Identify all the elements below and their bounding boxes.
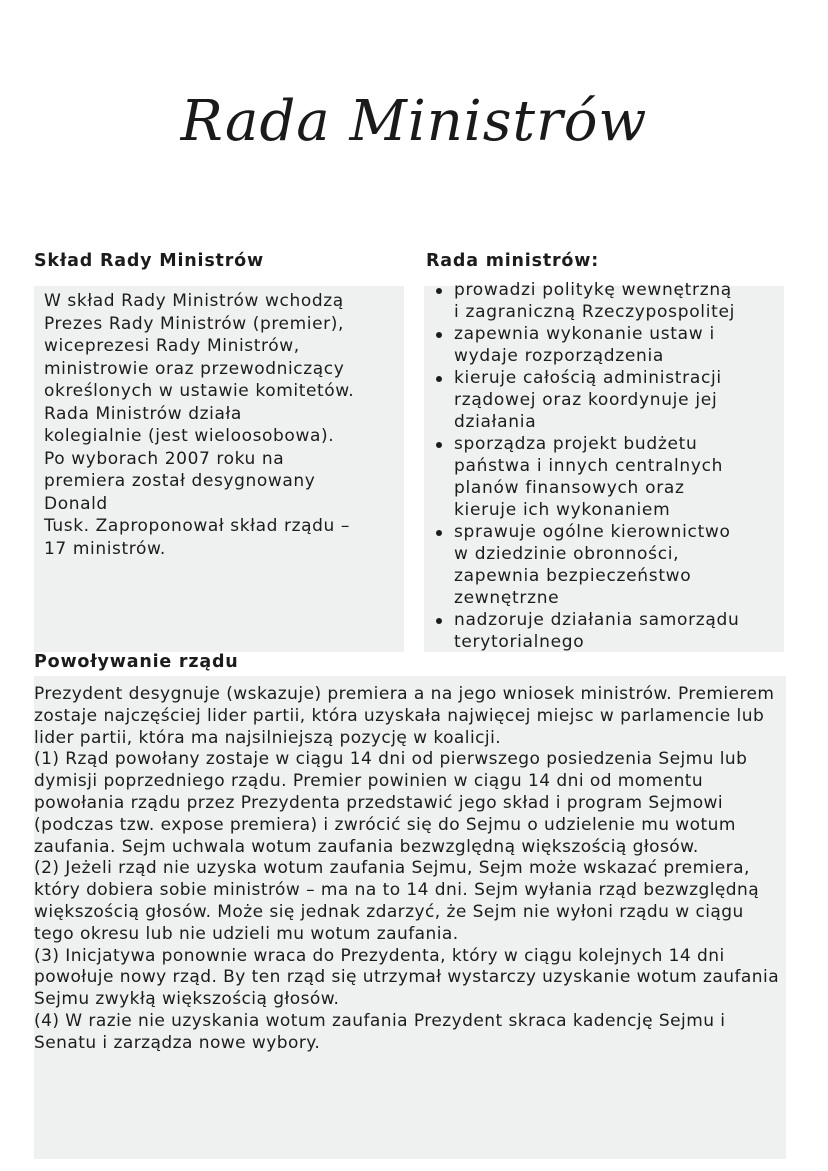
paragraph-step-2: (2) Jeżeli rząd nie uzyska wotum zaufania Sejmu, Sejm może wskazać premiera, który dobiera sobie ministrów – ma na to 14 dni. Sejm wyłania rząd bezwzględną większością głosów. Może się jednak zdarzyć, że Sejm nie wyłoni rządu w ciągu tego okresu lub nie udzieli mu wotum zaufania.: [34, 858, 760, 944]
title-text: Rada Ministrów: [180, 89, 648, 154]
list-item-text: kieruje całością administracji rządowej oraz koordynuje jej działania: [454, 368, 722, 432]
powolywanie-heading: Powoływanie rządu: [34, 652, 239, 672]
list-item: [430, 609, 790, 653]
bullet-icon: [436, 332, 442, 338]
list-item: [430, 367, 790, 433]
list-item-text: sprawuje ogólne kierownictwo w dziedzinie obronności, zapewnia bezpieczeństwo zewnętrzne: [454, 522, 731, 608]
list-item: [430, 279, 790, 323]
paragraph-step-4: (4) W razie nie uzyskania wotum zaufania Prezydent skraca kadencję Sejmu i Senatu i zarządza nowe wybory.: [34, 1010, 726, 1053]
list-item-text: sporządza projekt budżetu państwa i innych centralnych planów finansowych oraz kieruje ich wykonaniem: [454, 434, 724, 520]
bullet-icon: [436, 376, 442, 382]
page-title: [0, 70, 828, 170]
paragraph-intro: Prezydent desygnuje (wskazuje) premiera a na jego wniosek ministrów. Premierem zostaje najczęściej lider partii, która uzyskała najwięcej miejsc w parlamencie lub lider partii, która ma najsilniejszą pozycję w koalicji.: [34, 684, 775, 748]
list-item: [430, 323, 790, 367]
list-item: [430, 433, 790, 521]
paragraph-step-3: (3) Inicjatywa ponownie wraca do Prezydenta, który w ciągu kolejnych 14 dni powołuje nowy rząd. By ten rząd się utrzymał wystarczy uzyskanie wotum zaufania Sejmu zwykłą większością głosów.: [34, 945, 780, 1010]
rada-heading: Rada ministrów:: [426, 251, 600, 271]
paragraph-step-1: (1) Rząd powołany zostaje w ciągu 14 dni od pierwszego posiedzenia Sejmu lub dymisji poprzedniego rządu. Premier powinien w ciągu 14 dni od momentu powołania rządu przez Prezydenta przedstawić jego skład i program Sejmowi (podczas tzw. expose premiera) i zwrócić się do Sejmu o udzielenie mu wotum zaufania. Sejm uchwala wotum zaufania bezwzględną większością głosów.: [34, 749, 748, 857]
rada-bullet-list: [430, 279, 790, 653]
sklad-heading: Skład Rady Ministrów: [34, 251, 264, 271]
title-graphic: [0, 70, 828, 170]
bullet-icon: [436, 442, 442, 448]
sklad-text: W skład Rady Ministrów wchodzą Prezes Rady Ministrów (premier), wiceprezesi Rady Ministrów, ministrowie oraz przewodniczący określonych w ustawie komitetów. Rada Ministrów działa kolegialnie (jest wieloosobowa). Po wyborach 2007 roku na premiera został desygnowany Donald Tusk. Zaproponował skład rządu – 17 ministrów.: [44, 291, 355, 559]
list-item-text: zapewnia wykonanie ustaw i wydaje rozporządzenia: [454, 324, 715, 366]
list-item-text: nadzoruje działania samorządu terytorialnego: [454, 610, 740, 652]
powolywanie-body: [34, 684, 786, 1055]
list-item: [430, 521, 790, 609]
bullet-icon: [436, 618, 442, 624]
bullet-icon: [436, 288, 442, 294]
bullet-icon: [436, 530, 442, 536]
list-item-text: prowadzi politykę wewnętrzną i zagraniczną Rzeczypospolitej: [454, 280, 736, 322]
